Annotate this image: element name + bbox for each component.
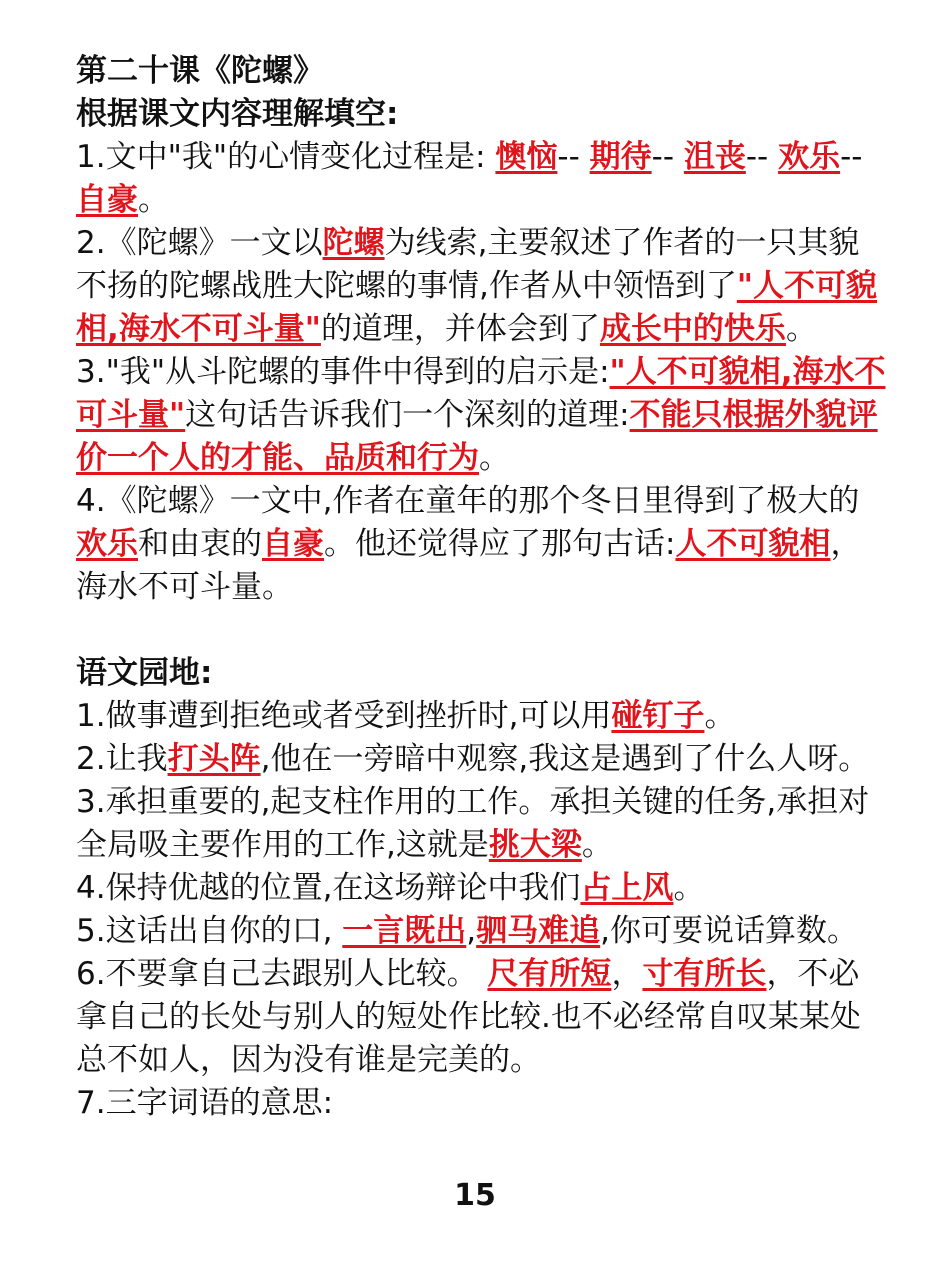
question-text: 1.做事遭到拒绝或者受到挫折时,可以用 bbox=[76, 698, 612, 734]
answer-text: 一言既出 bbox=[342, 913, 467, 949]
answer-text: "人不可貌相,海水不可斗量" bbox=[76, 268, 878, 347]
question-text: 2.让我 bbox=[76, 741, 168, 777]
question-text: -- bbox=[745, 139, 779, 175]
question-text: ,你可要说话算数。 bbox=[600, 913, 859, 949]
question-text: , bbox=[466, 913, 477, 949]
lesson-question bbox=[76, 480, 886, 609]
question-text: 。 bbox=[479, 440, 510, 476]
question-text: 6.不要拿自己去跟别人比较。 bbox=[76, 956, 488, 992]
lesson-question bbox=[76, 136, 886, 222]
answer-text: "人不可貌相,海水不可斗量" bbox=[76, 354, 886, 433]
question-text: 和由衷的 bbox=[138, 526, 262, 562]
question-text: 3.承担重要的,起支柱作用的工作。承担关键的任务,承担对全局吸主要作用的工作,这就是 bbox=[76, 784, 870, 863]
answer-text: 期待 bbox=[589, 139, 652, 175]
garden-question bbox=[76, 910, 886, 953]
garden-question bbox=[76, 1082, 886, 1125]
question-text: 。他还觉得应了那句古话: bbox=[324, 526, 676, 562]
question-text: 的道理，并体会到了 bbox=[320, 311, 600, 347]
lesson-question bbox=[76, 222, 886, 351]
garden-question bbox=[76, 695, 886, 738]
document-page bbox=[76, 50, 886, 1125]
answer-text: 自豪 bbox=[76, 182, 138, 218]
garden-question-list bbox=[76, 695, 886, 1125]
garden-question bbox=[76, 953, 886, 1082]
question-text: 这句话告诉我们一个深刻的道理: bbox=[185, 397, 630, 433]
question-text: 4.《陀螺》一文中,作者在童年的那个冬日里得到了极大的 bbox=[76, 483, 860, 519]
question-text: 。 bbox=[138, 182, 169, 218]
answer-text: 懊恼 bbox=[495, 139, 558, 175]
question-text: ，海水不可斗量。 bbox=[76, 526, 862, 605]
question-text: -- bbox=[651, 139, 684, 175]
page-number: 15 bbox=[454, 1178, 496, 1213]
answer-text: 打头阵 bbox=[167, 741, 261, 777]
question-text: ， bbox=[611, 956, 643, 992]
question-text: 2.《陀螺》一文以 bbox=[76, 225, 323, 261]
section-spacer bbox=[76, 609, 886, 652]
answer-text: 成长中的快乐 bbox=[599, 311, 786, 347]
answer-text: 不能只根据外貌评价一个人的才能、品质和行为 bbox=[76, 397, 878, 476]
garden-question bbox=[76, 867, 886, 910]
garden-question bbox=[76, 738, 886, 781]
question-text: 。 bbox=[785, 311, 817, 347]
answer-text: 沮丧 bbox=[683, 139, 746, 175]
answer-text: 欢乐 bbox=[778, 139, 841, 175]
question-text: 7.三字词语的意思: bbox=[76, 1085, 334, 1121]
question-text: 。 bbox=[673, 870, 705, 906]
lesson-question-list bbox=[76, 136, 886, 609]
answer-text: 驷马难追 bbox=[476, 913, 601, 949]
question-text: -- bbox=[557, 139, 590, 175]
lesson-title: 第二十课《陀螺》 bbox=[76, 53, 324, 89]
lesson-question bbox=[76, 351, 886, 480]
answer-text: 挑大梁 bbox=[488, 827, 582, 863]
question-text: 1.文中"我"的心情变化过程是: bbox=[76, 139, 496, 175]
question-text: 3."我"从斗陀螺的事件中得到的启示是: bbox=[76, 354, 610, 390]
question-text: 为线索,主要叙述了作者的一只其貌不扬的陀螺战胜大陀螺的事情,作者从中领悟到了 bbox=[76, 225, 860, 304]
question-text: 。 bbox=[704, 698, 736, 734]
answer-text: 欢乐 bbox=[76, 526, 138, 562]
garden-title: 语文园地: bbox=[76, 655, 213, 691]
answer-text: 陀螺 bbox=[322, 225, 385, 261]
answer-text: 占上风 bbox=[580, 870, 674, 906]
question-text: 4.保持优越的位置,在这场辩论中我们 bbox=[76, 870, 581, 906]
question-text: 5.这话出自你的口, bbox=[76, 913, 343, 949]
answer-text: 尺有所短 bbox=[487, 956, 612, 992]
answer-text: 寸有所长 bbox=[642, 956, 767, 992]
answer-text: 碰钉子 bbox=[611, 698, 705, 734]
answer-text: 人不可貌相 bbox=[675, 526, 831, 562]
lesson-instruction: 根据课文内容理解填空: bbox=[76, 96, 399, 132]
question-text: ，不必拿自己的长处与别人的短处作比较.也不必经常自叹某某处总不如人，因为没有谁是完美的。 bbox=[76, 956, 861, 1078]
garden-question bbox=[76, 781, 886, 867]
question-text: -- bbox=[840, 139, 863, 175]
answer-text: 自豪 bbox=[262, 526, 324, 562]
question-text: ,他在一旁暗中观察,我这是遇到了什么人呀。 bbox=[260, 741, 870, 777]
question-text: 。 bbox=[581, 827, 613, 863]
